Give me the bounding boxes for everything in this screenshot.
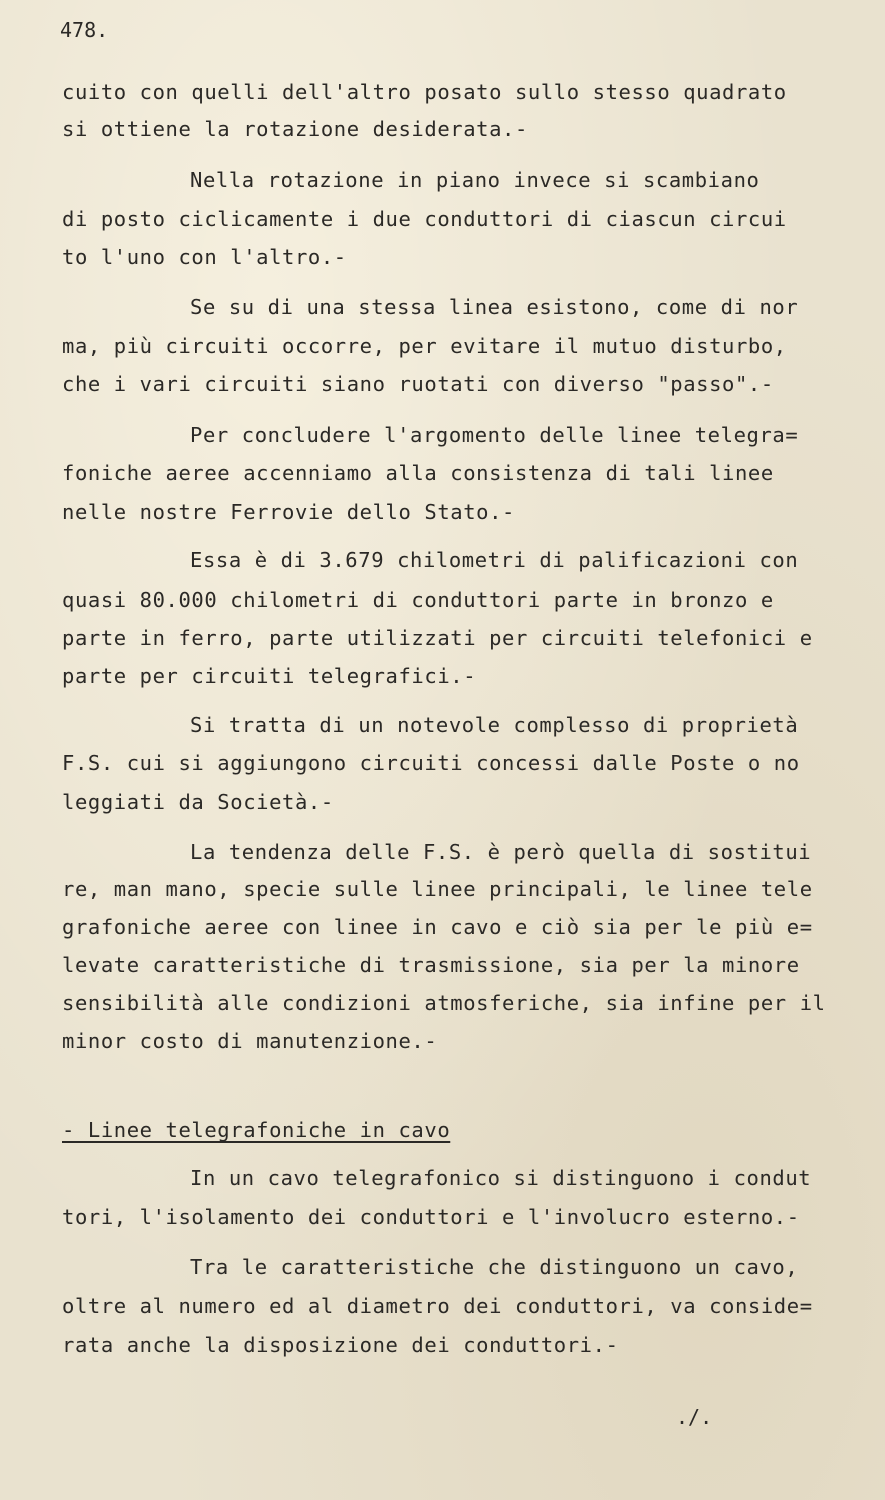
text-line-4: di posto ciclicamente i due conduttori di ciascun circui [62,207,787,231]
text-line-9: Per concludere l'argomento delle linee telegra= [190,423,799,447]
text-line-22: levate caratteristiche di trasmissione, sia per la minore [62,953,800,977]
section-heading: - Linee telegrafoniche in cavo [62,1118,451,1142]
text-line-21: grafoniche aeree con linee in cavo e ciò sia per le più e= [62,915,813,939]
text-line-11: nelle nostre Ferrovie dello Stato.- [62,500,515,524]
text-line-8: che i vari circuiti siano ruotati con diverso "passo".- [62,372,774,396]
text-line-12: Essa è di 3.679 chilometri di palificazioni con [190,548,799,572]
text-line-24: minor costo di manutenzione.- [62,1029,438,1053]
text-line-1: cuito con quelli dell'altro posato sullo stesso quadrato [62,80,787,104]
text-line-3: Nella rotazione in piano invece si scambiano [190,168,760,192]
text-line-6: Se su di una stessa linea esistono, come di nor [190,295,799,319]
text-line-15: parte per circuiti telegrafici.- [62,664,477,688]
text-line-14: parte in ferro, parte utilizzati per circuiti telefonici e [62,626,813,650]
text-line-26: tori, l'isolamento dei conduttori e l'involucro esterno.- [62,1205,800,1229]
text-line-7: ma, più circuiti occorre, per evitare il mutuo disturbo, [62,334,787,358]
text-line-19: La tendenza delle F.S. è però quella di sostitui [190,840,812,864]
text-line-28: oltre al numero ed al diametro dei conduttori, va conside= [62,1294,813,1318]
text-line-23: sensibilità alle condizioni atmosferiche, sia infine per il [62,991,826,1015]
text-line-17: F.S. cui si aggiungono circuiti concessi dalle Poste o no [62,751,800,775]
text-line-2: si ottiene la rotazione desiderata.- [62,117,528,141]
page-number: 478. [60,18,109,42]
continuation-mark: ./. [676,1405,713,1429]
text-line-27: Tra le caratteristiche che distinguono un cavo, [190,1255,799,1279]
text-line-5: to l'uno con l'altro.- [62,245,347,269]
text-line-13: quasi 80.000 chilometri di conduttori parte in bronzo e [62,588,774,612]
text-line-10: foniche aeree accenniamo alla consistenza di tali linee [62,461,774,485]
text-line-18: leggiati da Società.- [62,790,334,814]
text-line-29: rata anche la disposizione dei conduttori.- [62,1333,619,1357]
text-line-25: In un cavo telegrafonico si distinguono i condut [190,1166,812,1190]
text-line-20: re, man mano, specie sulle linee principali, le linee tele [62,877,813,901]
text-line-16: Si tratta di un notevole complesso di proprietà [190,713,799,737]
